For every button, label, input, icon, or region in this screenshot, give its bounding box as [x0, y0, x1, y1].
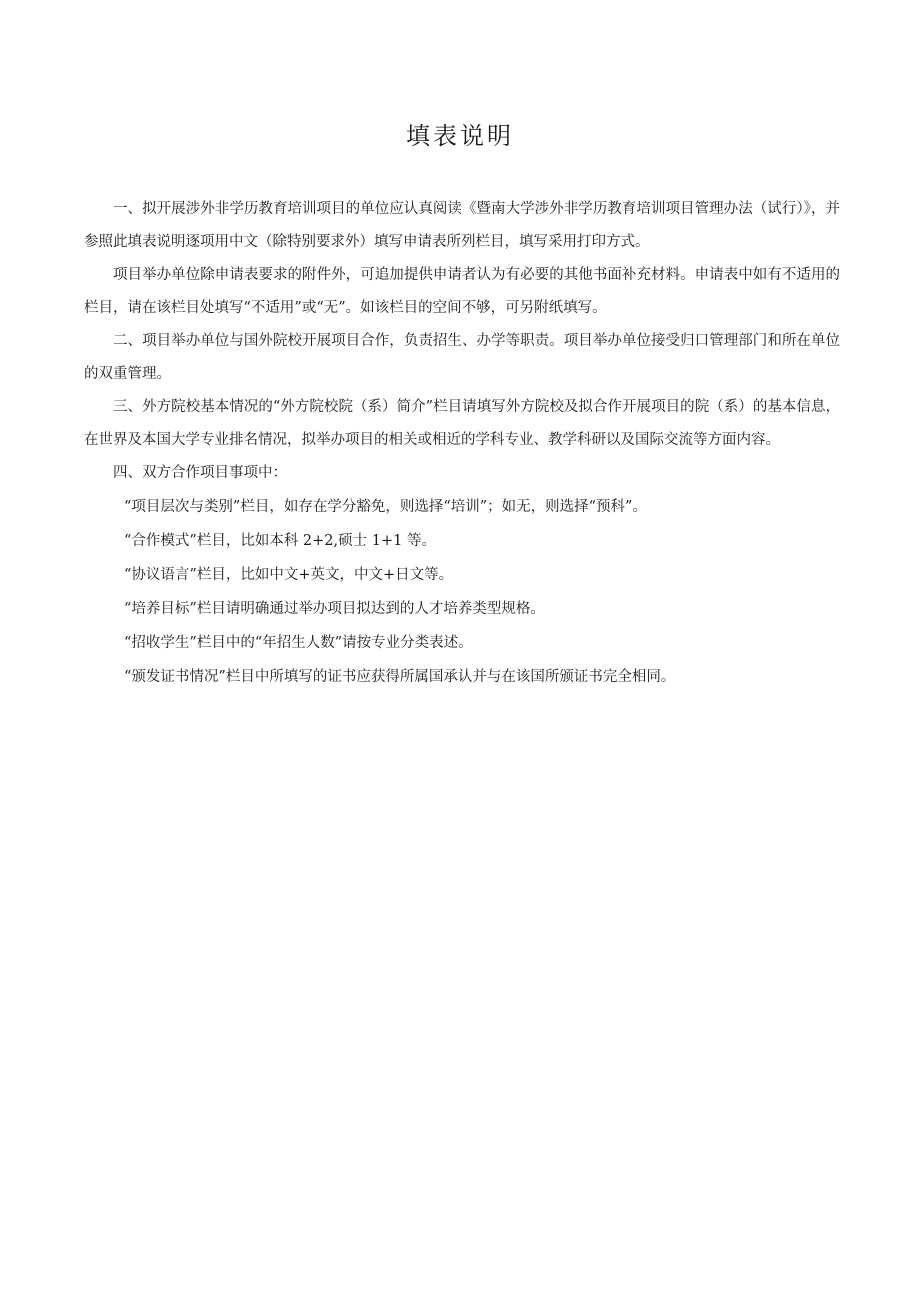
- list-item-agreement-language: “协议语言”栏目，比如中文+英文，中文+日文等。: [124, 567, 454, 583]
- paragraph-3: 二、项目举办单位与国外院校开展项目合作，负责招生、办学等职责。项目举办单位接受归口管理部门和所在单位的双重管理。: [84, 333, 840, 382]
- instructions-body: [84, 193, 840, 694]
- list-item-cooperation-mode: “合作模式”栏目，比如本科 2+2,硕士 1+1 等。: [124, 533, 436, 549]
- list-item-training-goal: “培养目标”栏目请明确通过举办项目拟达到的人才培养类型规格。: [124, 601, 545, 617]
- list-item-certificate: “颁发证书情况”栏目中所填写的证书应获得所属国承认并与在该国所颁证书完全相同。: [124, 669, 676, 685]
- paragraph-5: 四、双方合作项目事项中：: [113, 465, 287, 481]
- list-item-enrollment: “招收学生”栏目中的“年招生人数”请按专业分类表述。: [124, 635, 473, 651]
- paragraph-2: 项目举办单位除申请表要求的附件外，可追加提供申请者认为有必要的其他书面补充材料。申请表中如有不适用的栏目，请在该栏目处填写“不适用”或“无”。如该栏目的空间不够，可另附纸填写。: [84, 267, 840, 316]
- paragraph-4: 三、外方院校基本情况的“外方院校院（系）简介”栏目请填写外方院校及拟合作开展项目的院（系）的基本信息，在世界及本国大学专业排名情况，拟举办项目的相关或相近的学科专业、教学科研以及国际交流等方面内容。: [84, 399, 840, 448]
- page-title: 填表说明: [406, 122, 514, 150]
- paragraph-1: 一、拟开展涉外非学历教育培训项目的单位应认真阅读《暨南大学涉外非学历教育培训项目管理办法（试行）》，并参照此填表说明逐项用中文（除特别要求外）填写申请表所列栏目，填写采用打印方式。: [84, 201, 840, 250]
- list-item-level-category: “项目层次与类别”栏目，如存在学分豁免，则选择“培训”；如无，则选择“预科”。: [124, 499, 647, 515]
